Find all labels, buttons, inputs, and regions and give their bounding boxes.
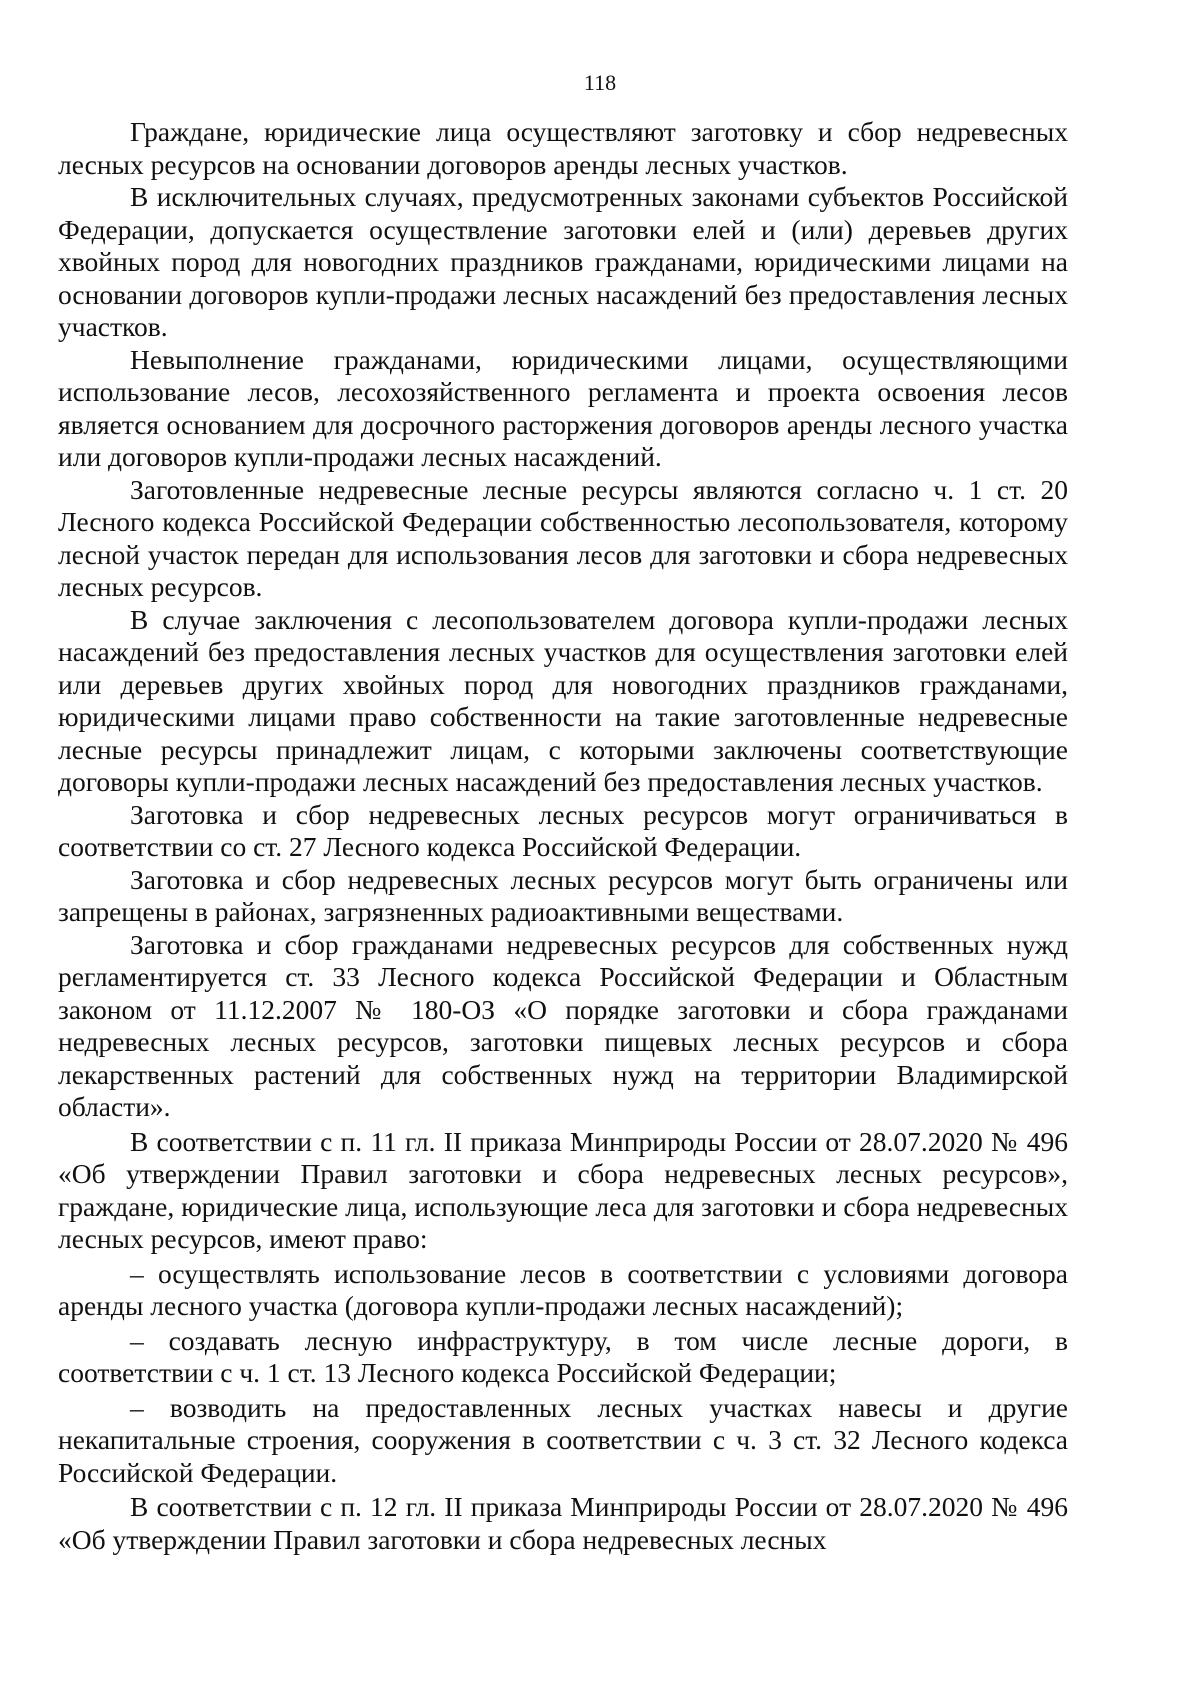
list-item: – создавать лесную инфраструктуру, в том числе лесные дороги, в соответствии с ч. 1 ст. 13 Лесного кодекса Российской Федерации; <box>58 1324 1068 1388</box>
paragraph: Невыполнение гражданами, юридическими лицами, осуществляющими использование лесов, лесохозяйственного регламента и проекта освоения лесов является основанием для досрочного расторжения договоров аренды лесного участка или договоров купли-продажи лесных насаждений. <box>58 343 1068 472</box>
list-item: – осуществлять использование лесов в соответствии с условиями договора аренды лесного участка (договора купли-продажи лесных насаждений); <box>58 1257 1068 1321</box>
document-body <box>58 116 1068 1556</box>
paragraph: Заготовка и сбор недревесных лесных ресурсов могут ограничиваться в соответствии со ст. 27 Лесного кодекса Российской Федерации. <box>58 798 1068 862</box>
paragraph: Заготовленные недревесные лесные ресурсы являются согласно ч. 1 ст. 20 Лесного кодекса Российской Федерации собственностью лесопользователя, которому лесной участок передан для использования лесов для заготовки и сбора недревесных лесных ресурсов. <box>58 473 1068 602</box>
paragraph: Заготовка и сбор гражданами недревесных ресурсов для собственных нужд регламентируется ст. 33 Лесного кодекса Российской Федерации и Областным законом от 11.12.2007 № 180-ОЗ «О порядке заготовки и сбора гражданами недревесных лесных ресурсов, заготовки пищевых лесных ресурсов и сбора лекарственных растений для собственных нужд на территории Владимирской области». <box>58 928 1068 1122</box>
paragraph: Заготовка и сбор недревесных лесных ресурсов могут быть ограничены или запрещены в районах, загрязненных радиоактивными веществами. <box>58 863 1068 927</box>
list-item: – возводить на предоставленных лесных участках навесы и другие некапитальные строения, сооружения в соответствии с ч. 3 ст. 32 Лесного кодекса Российской Федерации. <box>58 1391 1068 1488</box>
paragraph: Граждане, юридические лица осуществляют заготовку и сбор недревесных лесных ресурсов на основании договоров аренды лесных участков. <box>58 116 1068 180</box>
paragraph: В соответствии с п. 12 гл. II приказа Минприроды России от 28.07.2020 № 496 «Об утверждении Правил заготовки и сбора недревесных лесных <box>58 1491 1068 1555</box>
paragraph: В исключительных случаях, предусмотренных законами субъектов Российской Федерации, допускается осуществление заготовки елей и (или) деревьев других хвойных пород для новогодних праздников гражданами, юридическими лицами на основании договоров купли-продажи лесных насаждений без предоставления лесных участков. <box>58 181 1068 342</box>
page-number: 118 <box>583 70 617 95</box>
paragraph: В соответствии с п. 11 гл. II приказа Минприроды России от 28.07.2020 № 496 «Об утверждении Правил заготовки и сбора недревесных лесных ресурсов», граждане, юридические лица, использующие леса для заготовки и сбора недревесных лесных ресурсов, имеют право: <box>58 1125 1068 1254</box>
paragraph: В случае заключения с лесопользователем договора купли-продажи лесных насаждений без предоставления лесных участков для осуществления заготовки елей или деревьев других хвойных пород для новогодних праздников гражданами, юридическими лицами право собственности на такие заготовленные недревесные лесные ресурсы принадлежит лицам, с которыми заключены соответствующие договоры купли-продажи лесных насаждений без предоставления лесных участков. <box>58 603 1068 797</box>
